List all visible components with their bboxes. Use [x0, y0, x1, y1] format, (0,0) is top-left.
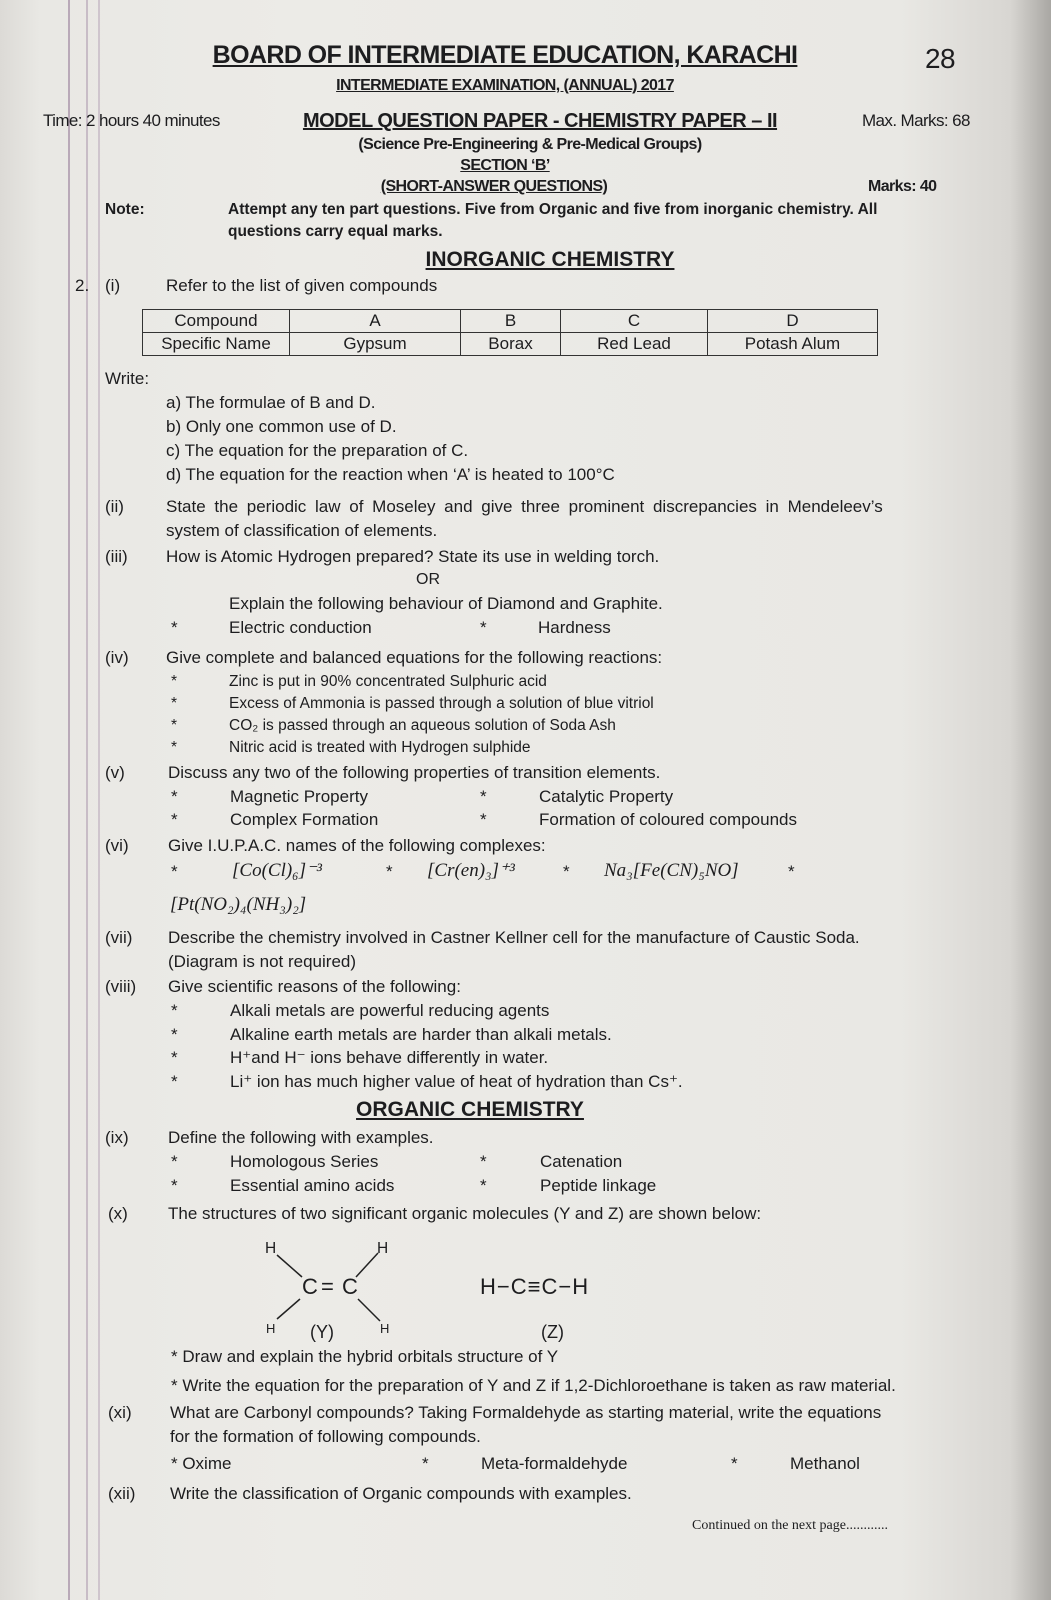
formula: [Cr(en)₃]⁺³	[427, 860, 515, 881]
sub-item: Complex Formation	[230, 810, 379, 829]
part-number: (v)	[105, 763, 125, 782]
bullet: *	[480, 618, 487, 637]
sub-item: Alkaline earth metals are harder than alkali metals.	[230, 1025, 612, 1044]
bullet: *	[788, 862, 795, 881]
table-row	[143, 310, 878, 333]
sub-item: * Oxime	[171, 1454, 232, 1473]
max-marks: Max. Marks: 68	[862, 111, 970, 130]
sub-item: b) Only one common use of D.	[166, 417, 397, 436]
bullet: *	[480, 787, 487, 806]
bullet: *	[480, 810, 487, 829]
table-cell: Borax	[461, 333, 561, 356]
sub-item: H⁺and H⁻ ions behave differently in water.	[230, 1048, 549, 1067]
table-cell: Potash Alum	[708, 333, 878, 356]
task-text: * Draw and explain the hybrid orbitals structure of Y	[171, 1347, 559, 1366]
bullet: *	[563, 862, 570, 881]
groups: (Science Pre-Engineering & Pre-Medical Groups)	[358, 136, 702, 153]
sub-item: Nitric acid is treated with Hydrogen sulphide	[229, 739, 531, 756]
part-number: (vi)	[105, 836, 129, 855]
table-cell: B	[461, 310, 561, 333]
atom-c: C	[342, 1274, 358, 1299]
question-text: Explain the following behaviour of Diamond and Graphite.	[229, 594, 663, 613]
formula: [Co(Cl)₆]⁻³	[232, 860, 322, 881]
atom-h: H	[377, 1240, 389, 1257]
write-label: Write:	[105, 369, 150, 388]
or-separator: OR	[416, 571, 440, 588]
table-cell: D	[708, 310, 878, 333]
note-text: questions carry equal marks.	[228, 223, 443, 240]
atom-h: H	[265, 1240, 277, 1257]
bullet: *	[171, 787, 178, 806]
note-label: Note:	[105, 201, 145, 218]
question-text: for the formation of following compounds.	[170, 1427, 481, 1446]
table-cell: Specific Name	[143, 333, 290, 356]
part-number: (xii)	[108, 1484, 136, 1503]
part-number: (vii)	[105, 928, 133, 947]
structure-z-ethyne: H−C≡C−H	[480, 1274, 590, 1299]
question-text: Refer to the list of given compounds	[166, 276, 438, 295]
question-text: The structures of two significant organic molecules (Y and Z) are shown below:	[168, 1204, 762, 1223]
question-text: Discuss any two of the following properties of transition elements.	[168, 763, 661, 782]
board-title: BOARD OF INTERMEDIATE EDUCATION, KARACHI	[212, 41, 798, 69]
bullet: *	[171, 1025, 178, 1044]
structure-label: (Z)	[541, 1322, 564, 1342]
sub-item: Excess of Ammonia is passed through a solution of blue vitriol	[229, 695, 654, 712]
sub-item: Catenation	[540, 1152, 623, 1171]
sub-item: Alkali metals are powerful reducing agents	[230, 1001, 550, 1020]
table-cell: A	[290, 310, 461, 333]
sub-item: d) The equation for the reaction when ‘A’ is heated to 100°C	[166, 465, 615, 484]
question-text: How is Atomic Hydrogen prepared? State its use in welding torch.	[166, 547, 660, 566]
section-heading-inorganic: INORGANIC CHEMISTRY	[425, 248, 675, 271]
sub-item: Meta-formaldehyde	[481, 1454, 628, 1473]
sub-item: Zinc is put in 90% concentrated Sulphuric acid	[229, 673, 547, 690]
compounds-table	[142, 309, 878, 356]
atom-c: C	[302, 1274, 318, 1299]
part-number: (viii)	[105, 977, 137, 996]
bullet: *	[480, 1152, 487, 1171]
part-number: (iii)	[105, 547, 128, 566]
sub-item: c) The equation for the preparation of C.	[166, 441, 469, 460]
bullet: *	[171, 673, 178, 690]
section-marks: Marks: 40	[868, 178, 937, 195]
bullet: *	[171, 717, 178, 734]
bullet: *	[171, 618, 178, 637]
note-text: Attempt any ten part questions. Five from Organic and five from inorganic chemistry. All	[228, 201, 878, 218]
table-cell: Compound	[143, 310, 290, 333]
part-number: (xi)	[108, 1403, 132, 1422]
bullet: *	[422, 1454, 429, 1473]
question-text: What are Carbonyl compounds? Taking Formaldehyde as starting material, write the equations	[170, 1403, 882, 1422]
task-text: * Write the equation for the preparation of Y and Z if 1,2-Dichloroethane is taken as raw material.	[171, 1376, 896, 1395]
part-number: (i)	[105, 276, 121, 295]
section-type: (SHORT-ANSWER QUESTIONS)	[380, 178, 608, 195]
sub-item: a) The formulae of B and D.	[166, 393, 376, 412]
paper-title: MODEL QUESTION PAPER - CHEMISTRY PAPER – II	[302, 110, 778, 132]
bullet: *	[171, 695, 178, 712]
bullet: *	[171, 739, 178, 756]
bullet: *	[171, 1072, 178, 1091]
structure-label: (Y)	[310, 1322, 334, 1342]
question-text: Describe the chemistry involved in Castner Kellner cell for the manufacture of Caustic Soda.	[168, 928, 860, 947]
part-number: (x)	[108, 1204, 128, 1223]
formula: Na₃[Fe(CN)₅NO]	[604, 860, 739, 881]
binder-line	[98, 0, 100, 1600]
question-number: 2.	[75, 276, 90, 295]
part-number: (ii)	[105, 497, 124, 516]
table-cell: Gypsum	[290, 333, 461, 356]
part-number: (iv)	[105, 648, 129, 667]
bullet: *	[480, 1176, 487, 1195]
question-text: Define the following with examples.	[168, 1128, 434, 1147]
exam-title: INTERMEDIATE EXAMINATION, (ANNUAL) 2017	[336, 77, 674, 94]
sub-item: Electric conduction	[229, 618, 372, 637]
atom-h: H	[380, 1321, 390, 1336]
page-number: 28	[925, 43, 955, 74]
double-bond: =	[321, 1274, 334, 1299]
bullet: *	[386, 862, 393, 881]
atom-h: H	[266, 1321, 276, 1336]
question-text: system of classification of elements.	[166, 521, 438, 540]
bullet: *	[731, 1454, 738, 1473]
table-cell: Red Lead	[561, 333, 708, 356]
bullet: *	[171, 1001, 178, 1020]
binder-line	[68, 0, 70, 1600]
question-text: Give I.U.P.A.C. names of the following complexes:	[168, 836, 546, 855]
bullet: *	[171, 862, 178, 881]
sub-item: Methanol	[790, 1454, 860, 1473]
bullet: *	[171, 810, 178, 829]
sub-item: Magnetic Property	[230, 787, 368, 806]
continued-note: Continued on the next page............	[692, 1518, 888, 1533]
question-text: State the periodic law of Moseley and give three prominent discrepancies in Mendeleev’s	[166, 497, 883, 516]
question-text: Write the classification of Organic compounds with examples.	[170, 1484, 632, 1503]
part-number: (ix)	[105, 1128, 129, 1147]
section-label: SECTION ‘B’	[460, 157, 550, 174]
bullet: *	[171, 1152, 178, 1171]
sub-item: Catalytic Property	[539, 787, 674, 806]
table-row	[143, 333, 878, 356]
question-text: Give scientific reasons of the following:	[168, 977, 461, 996]
sub-item: Peptide linkage	[540, 1176, 657, 1195]
section-heading-organic: ORGANIC CHEMISTRY	[356, 1098, 584, 1121]
binder-line	[86, 0, 88, 1600]
sub-item: CO₂ is passed through an aqueous solution of Soda Ash	[229, 717, 616, 734]
question-text: Give complete and balanced equations for the following reactions:	[166, 648, 663, 667]
bullet: *	[171, 1048, 178, 1067]
sub-item: Essential amino acids	[230, 1176, 395, 1195]
formula: [Pt(NO₂)₄(NH₃)₂]	[170, 894, 307, 915]
sub-item: Formation of coloured compounds	[539, 810, 797, 829]
bullet: *	[171, 1176, 178, 1195]
sub-item: Hardness	[538, 618, 611, 637]
table-cell: C	[561, 310, 708, 333]
sub-item: Li⁺ ion has much higher value of heat of hydration than Cs⁺.	[230, 1072, 683, 1091]
sub-item: Homologous Series	[230, 1152, 379, 1171]
time-allowed: Time: 2 hours 40 minutes	[43, 111, 220, 130]
question-text: (Diagram is not required)	[168, 952, 357, 971]
